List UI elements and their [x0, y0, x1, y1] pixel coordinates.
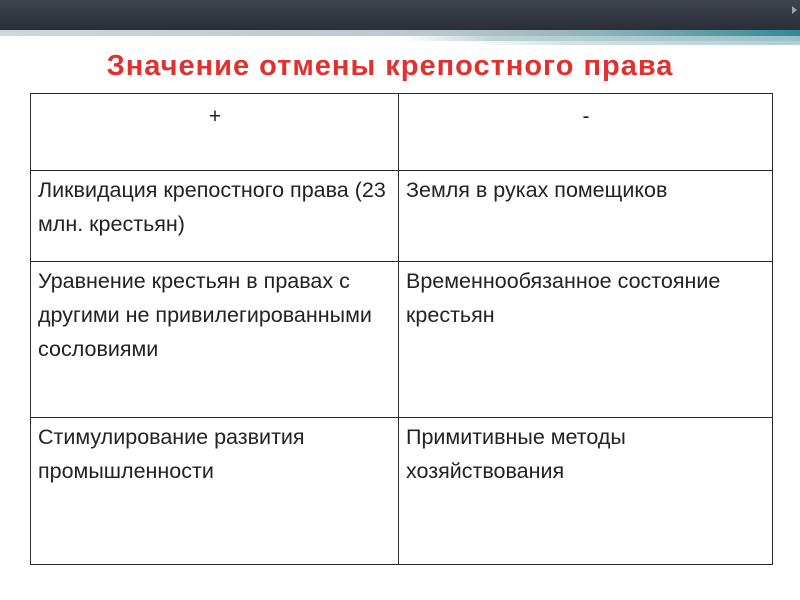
cell-plus: Уравнение крестьян в правах с другими не привилегированными сословиями	[31, 262, 399, 418]
corner-arrow-icon	[790, 0, 800, 30]
cell-minus: Временнообязанное состояние крестьян	[399, 262, 773, 418]
comparison-table	[30, 93, 773, 565]
table-row	[31, 262, 773, 418]
header-plus: +	[31, 94, 399, 171]
table-row	[31, 418, 773, 565]
table-row	[31, 171, 773, 262]
page-title: Значение отмены крепостного права	[106, 50, 674, 82]
cell-plus: Ликвидация крепостного права (23 млн. крестьян)	[31, 171, 399, 262]
table-header-row	[31, 94, 773, 171]
header-minus: -	[399, 94, 773, 171]
decorative-stripe	[0, 41, 800, 45]
cell-minus: Примитивные методы хозяйствования	[399, 418, 773, 565]
cell-minus: Земля в руках помещиков	[399, 171, 773, 262]
slide-header-bar	[0, 0, 800, 30]
cell-plus: Стимулирование развития промышленности	[31, 418, 399, 565]
